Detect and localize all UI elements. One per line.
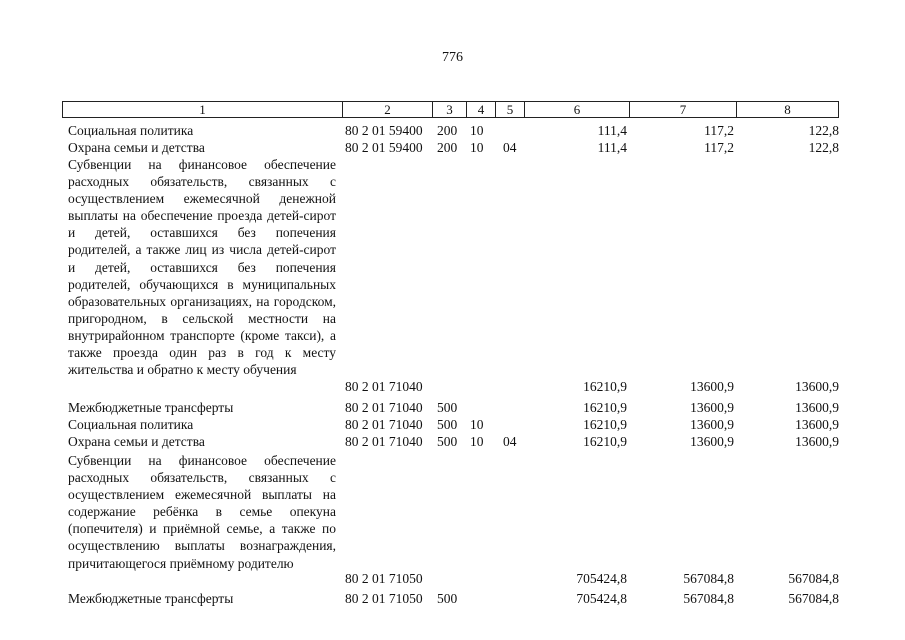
header-col-4: 4 (466, 101, 496, 118)
row-value-8: 13600,9 (795, 400, 839, 415)
row-value-7: 13600,9 (690, 379, 734, 394)
page-number: 776 (442, 50, 463, 65)
row-vr: 200 (437, 123, 458, 138)
row-vr: 500 (437, 417, 458, 432)
table-row (0, 399, 905, 416)
row-name: Социальная политика (68, 417, 194, 432)
row-description: Субвенции на финансовое обеспечение расходных обязательств, связанных с осуществлением ежемесячной денежной выплаты на обеспечение проезда детей-сирот и детей, оставшихся без попечения родителей, а также лиц из числа детей-сирот и детей, оставшихся без попечения родителей, обучающихся в муниципальных образовательных организациях, на городском, пригородном, в сельской местности на внутрирайонном транспорте (кроме такси), а также проезда один раз в год к месту жительства и обратно к месту обучения (68, 157, 336, 378)
row-value-7: 117,2 (704, 140, 734, 155)
row-vr: 500 (437, 400, 458, 415)
row-vr: 200 (437, 140, 458, 155)
table-row (0, 590, 905, 607)
header-col-1: 1 (62, 101, 343, 118)
table-row (0, 378, 905, 395)
row-rz: 10 (470, 123, 484, 138)
row-value-8: 13600,9 (795, 379, 839, 394)
row-value-6: 16210,9 (583, 417, 627, 432)
row-value-7: 13600,9 (690, 434, 734, 449)
row-rz: 10 (470, 434, 484, 449)
row-value-8: 122,8 (808, 140, 839, 155)
row-code: 80 2 01 59400 (345, 123, 423, 138)
table-header (62, 101, 839, 118)
table-row (0, 122, 905, 139)
row-value-8: 567084,8 (788, 591, 839, 606)
row-name: Охрана семьи и детства (68, 434, 205, 449)
row-pr: 04 (503, 140, 517, 155)
row-name: Межбюджетные трансферты (68, 400, 234, 415)
row-value-6: 111,4 (597, 123, 627, 138)
row-value-7: 567084,8 (683, 571, 734, 586)
row-rz: 10 (470, 140, 484, 155)
row-code: 80 2 01 71040 (345, 434, 423, 449)
row-rz: 10 (470, 417, 484, 432)
row-value-8: 567084,8 (788, 571, 839, 586)
row-vr: 500 (437, 434, 458, 449)
row-code: 80 2 01 71050 (345, 591, 423, 606)
table-row (0, 433, 905, 450)
row-name: Социальная политика (68, 123, 194, 138)
row-value-7: 567084,8 (683, 591, 734, 606)
row-value-8: 13600,9 (795, 417, 839, 432)
row-value-6: 705424,8 (576, 591, 627, 606)
row-value-7: 117,2 (704, 123, 734, 138)
row-pr: 04 (503, 434, 517, 449)
table-row (0, 139, 905, 156)
row-vr: 500 (437, 591, 458, 606)
header-col-2: 2 (342, 101, 433, 118)
row-code: 80 2 01 71050 (345, 571, 423, 586)
header-col-8: 8 (736, 101, 839, 118)
row-code: 80 2 01 71040 (345, 417, 423, 432)
row-value-8: 13600,9 (795, 434, 839, 449)
row-value-6: 16210,9 (583, 400, 627, 415)
row-name: Межбюджетные трансферты (68, 591, 234, 606)
row-value-8: 122,8 (808, 123, 839, 138)
row-code: 80 2 01 71040 (345, 379, 423, 394)
table-row (0, 570, 905, 587)
row-value-6: 705424,8 (576, 571, 627, 586)
header-col-7: 7 (629, 101, 737, 118)
row-code: 80 2 01 59400 (345, 140, 423, 155)
row-value-6: 111,4 (597, 140, 627, 155)
row-value-7: 13600,9 (690, 417, 734, 432)
header-col-3: 3 (432, 101, 467, 118)
header-col-5: 5 (495, 101, 525, 118)
row-name: Охрана семьи и детства (68, 140, 205, 155)
row-value-6: 16210,9 (583, 434, 627, 449)
row-code: 80 2 01 71040 (345, 400, 423, 415)
table-row (0, 416, 905, 433)
header-col-6: 6 (524, 101, 630, 118)
row-value-7: 13600,9 (690, 400, 734, 415)
row-value-6: 16210,9 (583, 379, 627, 394)
row-description: Субвенции на финансовое обеспечение расходных обязательств, связанных с осуществлением ежемесячной выплаты на содержание ребёнка в семье опекуна (попечителя) и приёмной семье, а также по осуществлению выплаты вознаграждения, причитающегося приёмному родителю (68, 453, 336, 571)
